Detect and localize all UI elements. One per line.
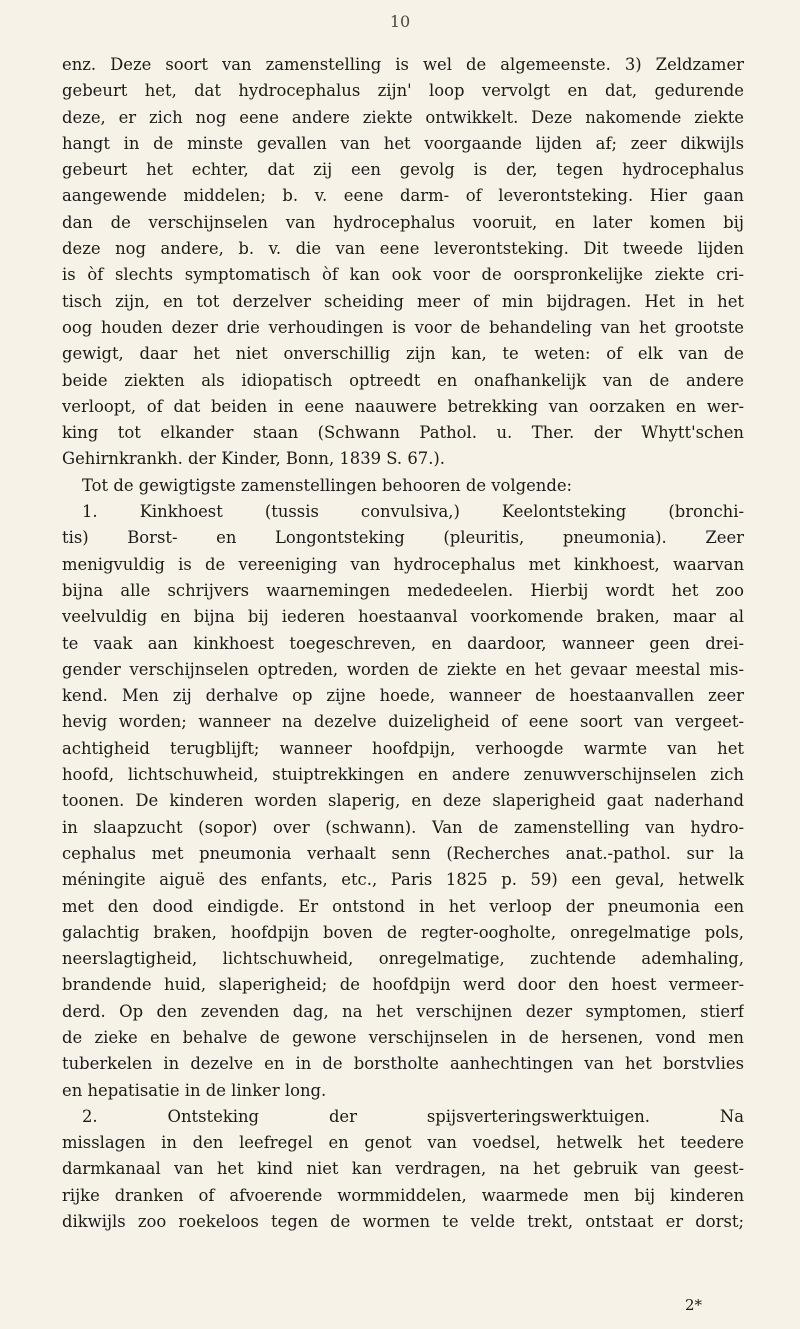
text-line: 1. Kinkhoest (tussis convulsiva,) Keelontsteking (bronchi- — [82, 502, 744, 522]
text-line: gender verschijnselen optreden, worden de ziekte en het gevaar meestal mis- — [62, 659, 744, 679]
text-line: menigvuldig is de vereeniging van hydrocephalus met kinkhoest, waarvan — [62, 554, 744, 574]
text-line: brandende huid, slaperigheid; de hoofdpijn werd door den hoest vermeer- — [62, 975, 744, 995]
text-line: deze nog andere, b. v. die van eene leverontsteking. Dit tweede lijden — [62, 239, 744, 259]
text-line: kend. Men zij derhalve op zijne hoede, wanneer de hoestaanvallen zeer — [62, 686, 744, 706]
text-line: galachtig braken, hoofdpijn boven de regter-oogholte, onregelmatige pols, — [62, 922, 744, 942]
text-line: met den dood eindigde. Er ontstond in het verloop der pneumonia een — [62, 896, 744, 916]
text-line: neerslagtigheid, lichtschuwheid, onregelmatige, zuchtende ademhaling, — [62, 949, 744, 969]
text-line: toonen. De kinderen worden slaperig, en deze slaperigheid gaat naderhand — [62, 791, 744, 811]
text-line: de zieke en behalve de gewone verschijnselen in de hersenen, vond men — [62, 1027, 744, 1047]
text-line: dikwijls zoo roekeloos tegen de wormen te velde trekt, ontstaat er dorst; — [62, 1212, 744, 1232]
text-line: cephalus met pneumonia verhaalt senn (Recherches anat.-pathol. sur la — [62, 843, 744, 863]
text-line: rijke dranken of afvoerende wormmiddelen, waarmede men bij kinderen — [62, 1185, 744, 1205]
text-line: tisch zijn, en tot derzelver scheiding meer of min bijdragen. Het in het — [62, 291, 744, 311]
text-line: hoofd, lichtschuwheid, stuiptrekkingen en andere zenuwverschijnselen zich — [62, 765, 744, 785]
signature-mark: 2* — [684, 1296, 702, 1314]
text-line: achtigheid terugblijft; wanneer hoofdpijn, verhoogde warmte van het — [62, 738, 744, 758]
text-line: gebeurt het echter, dat zij een gevolg is der, tegen hydrocephalus — [62, 160, 744, 180]
text-line: bijna alle schrijvers waarnemingen mededeelen. Hierbij wordt het zoo — [62, 580, 744, 600]
text-line: darmkanaal van het kind niet kan verdragen, na het gebruik van geest- — [62, 1159, 744, 1179]
text-line: verloopt, of dat beiden in eene naauwere betrekking van oorzaken en wer- — [62, 396, 744, 416]
text-line: gewigt, daar het niet onverschillig zijn kan, te weten: of elk van de — [62, 344, 744, 364]
text-line: beide ziekten als idiopatisch optreedt en onafhankelijk van de andere — [62, 370, 744, 390]
text-line: derd. Op den zevenden dag, na het verschijnen dezer symptomen, stierf — [62, 1001, 744, 1021]
body-text — [62, 52, 744, 1235]
text-line: veelvuldig en bijna bij iederen hoestaanval voorkomende braken, maar al — [62, 607, 744, 627]
text-line: 2. Ontsteking der spijsverteringswerktuigen. Na — [82, 1106, 744, 1126]
text-line: enz. Deze soort van zamenstelling is wel de algemeenste. 3) Zeldzamer — [62, 55, 744, 74]
text-line: is òf slechts symptomatisch òf kan ook voor de oorspronkelijke ziekte cri- — [62, 265, 744, 285]
text-line: hangt in de minste gevallen van het voorgaande lijden af; zeer dikwijls — [62, 133, 744, 153]
text-line: te vaak aan kinkhoest toegeschreven, en daardoor, wanneer geen drei- — [62, 633, 744, 653]
text-line: dan de verschijnselen van hydrocephalus vooruit, en later komen bij — [62, 212, 744, 232]
text-line: hevig worden; wanneer na dezelve duizeligheid of eene soort van vergeet- — [62, 712, 744, 732]
text-line: méningite aiguë des enfants, etc., Paris 1825 p. 59) een geval, hetwelk — [62, 870, 744, 890]
text-line: gebeurt het, dat hydrocephalus zijn' loop vervolgt en dat, gedurende — [62, 81, 744, 101]
text-line: deze, er zich nog eene andere ziekte ontwikkelt. Deze nakomende ziekte — [62, 107, 744, 127]
text-line: tis) Borst- en Longontsteking (pleuritis, pneumonia). Zeer — [62, 528, 744, 548]
text-line: king tot elkander staan (Schwann Pathol. u. Ther. der Whytt'schen — [62, 423, 744, 443]
text-line: Gehirnkrankh. der Kinder, Bonn, 1839 S. 67.). — [62, 449, 446, 469]
text-line: aangewende middelen; b. v. eene darm- of leverontsteking. Hier gaan — [62, 186, 744, 206]
text-line: in slaapzucht (sopor) over (schwann). Van de zamenstelling van hydro- — [62, 817, 744, 837]
text-line: tuberkelen in dezelve en in de borstholte aanhechtingen van het borstvlies — [62, 1054, 744, 1074]
text-line: Tot de gewigtigste zamenstellingen behooren de volgende: — [82, 475, 573, 495]
text-line: en hepatisatie in de linker long. — [62, 1080, 327, 1100]
text-line: oog houden dezer drie verhoudingen is voor de behandeling van het grootste — [62, 317, 744, 337]
text-line: misslagen in den leefregel en genot van voedsel, hetwelk het teedere — [62, 1133, 744, 1153]
page-number: 10 — [389, 12, 411, 31]
